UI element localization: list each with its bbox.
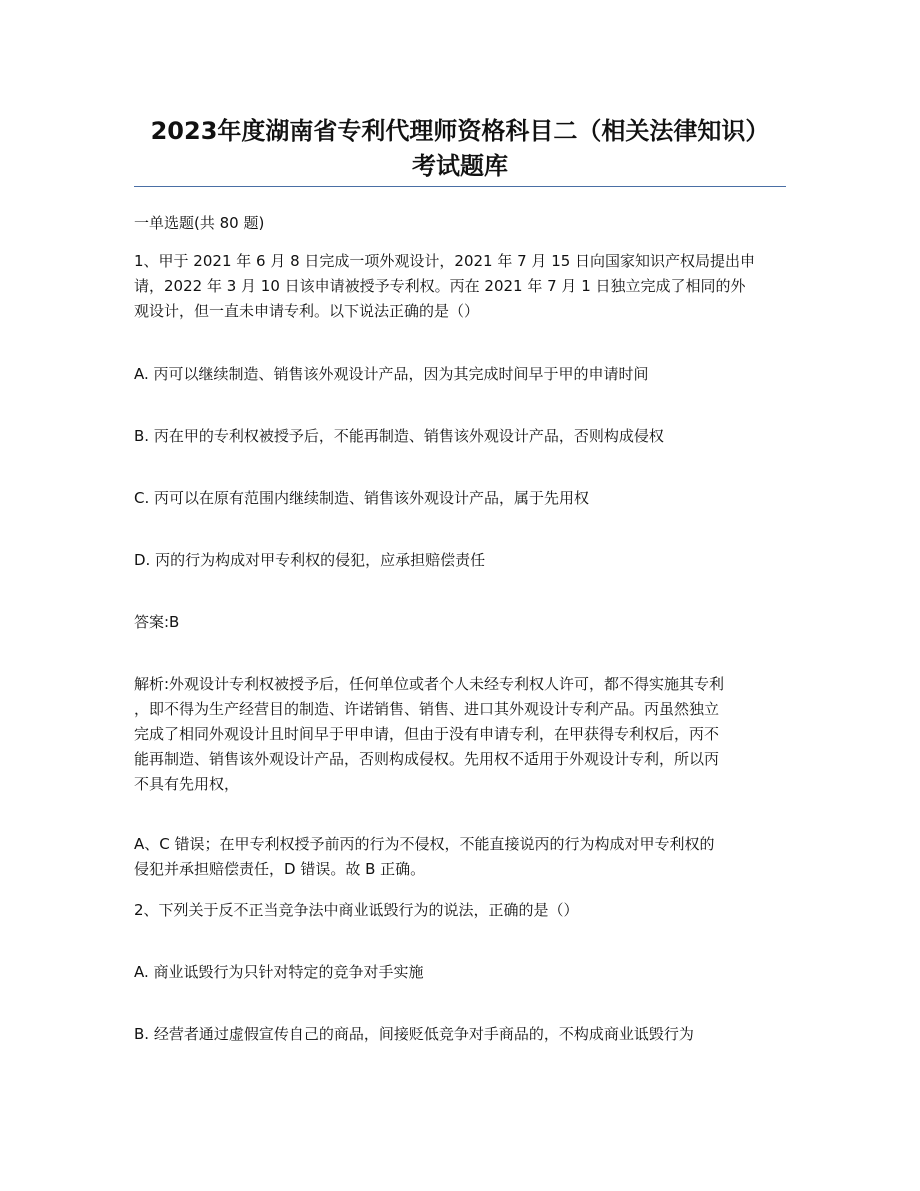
question-2-option-b: B. 经营者通过虚假宣传自己的商品，间接贬低竞争对手商品的，不构成商业诋毁行为 [134, 1025, 694, 1043]
document-title-line2: 考试题库 [412, 152, 508, 180]
analysis-line: A、C 错误；在甲专利权授予前丙的行为不侵权，不能直接说丙的行为构成对甲专利权的 [134, 835, 715, 853]
question-1-option-c: C. 丙可以在原有范围内继续制造、销售该外观设计产品，属于先用权 [134, 489, 590, 507]
analysis-line: 能再制造、销售该外观设计产品，否则构成侵权。先用权不适用于外观设计专利，所以丙 [134, 750, 720, 768]
question-1-option-d: D. 丙的行为构成对甲专利权的侵犯，应承担赔偿责任 [134, 551, 486, 569]
question-1-option-b: B. 丙在甲的专利权被授予后，不能再制造、销售该外观设计产品，否则构成侵权 [134, 427, 664, 445]
question-1-analysis-continued [134, 832, 794, 882]
question-1-stem-line: 1、甲于 2021 年 6 月 8 日完成一项外观设计，2021 年 7 月 15 日向国家知识产权局提出申 [134, 252, 756, 270]
analysis-line: 侵犯并承担赔偿责任，D 错误。故 B 正确。 [134, 860, 426, 878]
analysis-line: ，即不得为生产经营目的制造、许诺销售、销售、进口其外观设计专利产品。丙虽然独立 [134, 700, 720, 718]
question-1-analysis [134, 672, 794, 797]
question-1-option-a: A. 丙可以继续制造、销售该外观设计产品，因为其完成时间早于甲的申请时间 [134, 365, 649, 383]
question-2-option-a: A. 商业诋毁行为只针对特定的竞争对手实施 [134, 963, 424, 981]
analysis-line: 不具有先用权， [134, 775, 240, 793]
analysis-line: 解析:外观设计专利权被授予后，任何单位或者个人未经专利权人许可，都不得实施其专利 [134, 675, 725, 693]
title-divider [134, 186, 786, 187]
question-1-answer: 答案:B [134, 613, 180, 631]
question-1-stem-line: 观设计，但一直未申请专利。以下说法正确的是（） [134, 302, 480, 320]
question-1-stem-line: 请，2022 年 3 月 10 日该申请被授予专利权。丙在 2021 年 7 月 1 日独立完成了相同的外 [134, 277, 746, 295]
analysis-line: 完成了相同外观设计且时间早于甲申请，但由于没有申请专利，在甲获得专利权后，丙不 [134, 725, 720, 743]
section-heading: 一单选题(共 80 题) [134, 214, 265, 232]
question-2-stem: 2、下列关于反不正当竞争法中商业诋毁行为的说法，正确的是（） [134, 901, 579, 919]
document-title-line1: 2023年度湖南省专利代理师资格科目二（相关法律知识） [150, 117, 770, 145]
question-1-stem [134, 249, 794, 324]
